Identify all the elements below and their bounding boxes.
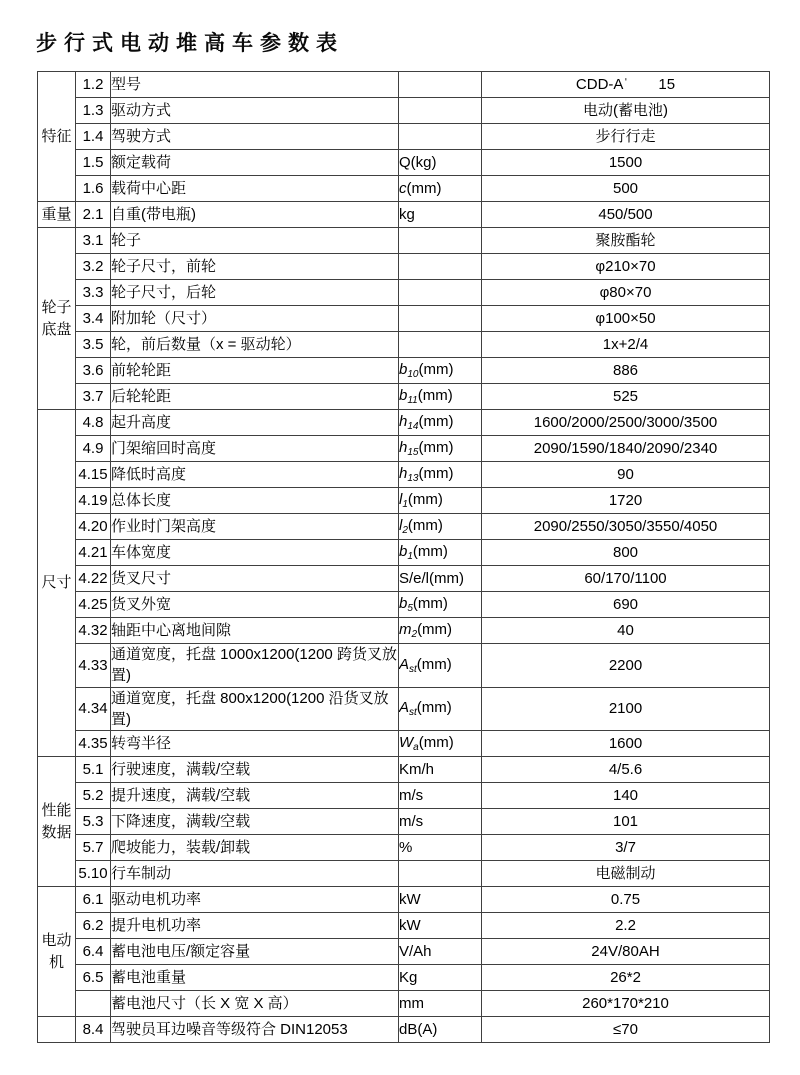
row-index-cell: 4.33: [76, 644, 111, 688]
unit-cell: [399, 731, 482, 757]
table-row: [38, 566, 770, 592]
unit-text: (mm): [418, 360, 454, 378]
row-index-cell: 4.8: [76, 410, 111, 436]
table-row: [38, 835, 770, 861]
unit-subscript: 14: [407, 420, 419, 432]
unit-cell: [399, 228, 482, 254]
unit-text: (mm): [407, 516, 443, 534]
row-index-cell: 6.5: [76, 965, 111, 991]
table-row: [38, 306, 770, 332]
table-row: [38, 514, 770, 540]
unit-text: kW: [399, 917, 421, 935]
param-name-cell: 轴距中心离地间隙: [111, 618, 399, 644]
unit-subscript: 1: [402, 498, 408, 510]
row-index-cell: 1.4: [76, 124, 111, 150]
param-name-cell: 附加轮（尺寸）: [111, 306, 399, 332]
param-name-cell: 通道宽度，托盘 800x1200(1200 沿货叉放置): [111, 687, 399, 731]
unit-text: (mm): [418, 464, 454, 482]
value-cell: 1600: [482, 731, 770, 757]
unit-symbol: W: [399, 734, 414, 752]
unit-cell: [399, 1017, 482, 1043]
value-cell: 886: [482, 358, 770, 384]
unit-cell: [399, 410, 482, 436]
param-name-cell: 前轮轮距: [111, 358, 399, 384]
row-index-cell: 6.2: [76, 913, 111, 939]
param-name-cell: 行车制动: [111, 861, 399, 887]
unit-cell: [399, 150, 482, 176]
row-index-cell: 3.6: [76, 358, 111, 384]
param-name-cell: 蓄电池电压/额定容量: [111, 939, 399, 965]
unit-cell: [399, 358, 482, 384]
unit-cell: [399, 757, 482, 783]
unit-text: (mm): [418, 734, 454, 752]
value-cell: φ210×70: [482, 254, 770, 280]
value-cell: 电动(蓄电池): [482, 98, 770, 124]
table-row: [38, 540, 770, 566]
unit-cell: [399, 644, 482, 688]
param-name-cell: 驾驶方式: [111, 124, 399, 150]
param-name-cell: 门架缩回时高度: [111, 436, 399, 462]
unit-text: V/Ah: [399, 943, 432, 961]
unit-cell: [399, 254, 482, 280]
category-cell: 性能数据: [38, 757, 76, 887]
row-index-cell: 1.2: [76, 72, 111, 98]
table-row: [38, 644, 770, 688]
unit-cell: [399, 809, 482, 835]
row-index-cell: 6.1: [76, 887, 111, 913]
param-name-cell: 蓄电池尺寸（长 X 宽 X 高）: [111, 991, 399, 1017]
param-name-cell: 转弯半径: [111, 731, 399, 757]
unit-subscript: 5: [407, 602, 413, 614]
table-row: [38, 887, 770, 913]
unit-text: (mm): [416, 655, 452, 673]
table-row: [38, 280, 770, 306]
param-name-cell: 驱动电机功率: [111, 887, 399, 913]
param-name-cell: 轮，前后数量（x = 驱动轮）: [111, 332, 399, 358]
value-cell: 90: [482, 462, 770, 488]
unit-symbol: h: [399, 412, 408, 430]
row-index-cell: 3.2: [76, 254, 111, 280]
unit-subscript: 1: [407, 550, 413, 562]
row-index-cell: 5.10: [76, 861, 111, 887]
row-index-cell: 5.1: [76, 757, 111, 783]
unit-symbol: l: [399, 490, 403, 508]
param-name-cell: 爬坡能力，装载/卸载: [111, 835, 399, 861]
param-name-cell: 轮子尺寸，后轮: [111, 280, 399, 306]
value-cell: 40: [482, 618, 770, 644]
param-name-cell: 驾驶员耳边噪音等级符合 DIN12053: [111, 1017, 399, 1043]
unit-cell: [399, 835, 482, 861]
row-index-cell: 1.6: [76, 176, 111, 202]
param-name-cell: 货叉外宽: [111, 592, 399, 618]
unit-cell: [399, 124, 482, 150]
param-name-cell: 轮子尺寸，前轮: [111, 254, 399, 280]
param-name-cell: 起升高度: [111, 410, 399, 436]
category-cell: 轮子底盘: [38, 228, 76, 410]
param-name-cell: 提升速度，满载/空载: [111, 783, 399, 809]
unit-symbol: b: [399, 594, 408, 612]
unit-text: (mm): [417, 386, 453, 404]
table-row: [38, 98, 770, 124]
unit-symbol: b: [399, 542, 408, 560]
unit-symbol: A: [399, 655, 410, 673]
unit-cell: [399, 687, 482, 731]
value-cell: φ80×70: [482, 280, 770, 306]
unit-text: (mm): [412, 594, 448, 612]
unit-cell: [399, 939, 482, 965]
row-index-cell: 4.34: [76, 687, 111, 731]
unit-text: dB(A): [399, 1021, 438, 1039]
table-row: [38, 939, 770, 965]
table-row: [38, 809, 770, 835]
row-index-cell: 4.9: [76, 436, 111, 462]
param-name-cell: 载荷中心距: [111, 176, 399, 202]
unit-cell: [399, 913, 482, 939]
row-index-cell: 5.2: [76, 783, 111, 809]
category-cell: 电动机: [38, 887, 76, 1017]
unit-cell: [399, 861, 482, 887]
value-cell: 450/500: [482, 202, 770, 228]
param-name-cell: 降低时高度: [111, 462, 399, 488]
unit-symbol: l: [399, 516, 403, 534]
unit-text: Km/h: [399, 761, 435, 779]
unit-text: Kg: [399, 969, 418, 987]
unit-subscript: 2: [402, 524, 408, 536]
param-name-cell: 作业时门架高度: [111, 514, 399, 540]
value-cell: 1720: [482, 488, 770, 514]
value-cell: ≤70: [482, 1017, 770, 1043]
unit-cell: [399, 280, 482, 306]
table-row: [38, 436, 770, 462]
row-index-cell: 3.1: [76, 228, 111, 254]
param-name-cell: 通道宽度，托盘 1000x1200(1200 跨货叉放置): [111, 644, 399, 688]
param-name-cell: 提升电机功率: [111, 913, 399, 939]
unit-subscript: st: [409, 707, 417, 719]
unit-cell: [399, 72, 482, 98]
param-name-cell: 总体长度: [111, 488, 399, 514]
unit-subscript: 11: [407, 394, 418, 406]
table-row: [38, 965, 770, 991]
value-cell: 500: [482, 176, 770, 202]
table-row: [38, 358, 770, 384]
unit-text: (mm): [418, 412, 454, 430]
category-cell: 特征: [38, 72, 76, 202]
value-cell: 2100: [482, 687, 770, 731]
value-cell: 690: [482, 592, 770, 618]
unit-cell: [399, 488, 482, 514]
table-row: [38, 384, 770, 410]
value-cell: 101: [482, 809, 770, 835]
unit-text: m/s: [399, 813, 424, 831]
table-row: [38, 202, 770, 228]
param-name-cell: 货叉尺寸: [111, 566, 399, 592]
row-index-cell: 3.5: [76, 332, 111, 358]
row-index-cell: 4.35: [76, 731, 111, 757]
category-cell: [38, 1017, 76, 1043]
unit-cell: [399, 783, 482, 809]
param-name-cell: 自重(带电瓶): [111, 202, 399, 228]
unit-cell: [399, 965, 482, 991]
value-cell: 24V/80AH: [482, 939, 770, 965]
unit-subscript: a: [413, 742, 419, 754]
value-cell: 140: [482, 783, 770, 809]
value-cell: 1500: [482, 150, 770, 176]
value-cell: CDD-Aˈ 15: [482, 72, 770, 98]
param-name-cell: 驱动方式: [111, 98, 399, 124]
unit-symbol: A: [399, 699, 410, 717]
row-index-cell: 5.7: [76, 835, 111, 861]
unit-symbol: b: [399, 360, 408, 378]
row-index-cell: 3.7: [76, 384, 111, 410]
page-title: 步行式电动堆高车参数表: [36, 32, 344, 55]
value-cell: 0.75: [482, 887, 770, 913]
category-cell: 重量: [38, 202, 76, 228]
value-cell: 2.2: [482, 913, 770, 939]
table-row: [38, 861, 770, 887]
table-row: [38, 757, 770, 783]
row-index-cell: 4.32: [76, 618, 111, 644]
table-row: [38, 488, 770, 514]
unit-text: (mm): [406, 179, 442, 197]
row-index-cell: 4.19: [76, 488, 111, 514]
value-cell: 1600/2000/2500/3000/3500: [482, 410, 770, 436]
value-cell: 525: [482, 384, 770, 410]
unit-cell: [399, 176, 482, 202]
value-cell: 2090/1590/1840/2090/2340: [482, 436, 770, 462]
unit-subscript: 2: [411, 628, 418, 640]
table-row: [38, 332, 770, 358]
value-cell: 800: [482, 540, 770, 566]
value-cell: 步行行走: [482, 124, 770, 150]
param-name-cell: 车体宽度: [111, 540, 399, 566]
param-name-cell: 型号: [111, 72, 399, 98]
unit-cell: [399, 332, 482, 358]
row-index-cell: 4.15: [76, 462, 111, 488]
unit-cell: [399, 98, 482, 124]
table-row: [38, 913, 770, 939]
table-row: [38, 150, 770, 176]
unit-subscript: st: [409, 663, 417, 675]
unit-text: %: [399, 839, 413, 857]
value-cell: 26*2: [482, 965, 770, 991]
unit-text: mm: [399, 995, 424, 1013]
table-row: [38, 592, 770, 618]
value-cell: 260*170*210: [482, 991, 770, 1017]
unit-text: kW: [399, 891, 421, 909]
unit-cell: [399, 566, 482, 592]
table-row: [38, 228, 770, 254]
unit-symbol: h: [399, 438, 408, 456]
table-row: [38, 462, 770, 488]
unit-symbol: b: [399, 386, 408, 404]
param-name-cell: 下降速度，满载/空载: [111, 809, 399, 835]
table-row: [38, 731, 770, 757]
unit-cell: [399, 991, 482, 1017]
param-name-cell: 轮子: [111, 228, 399, 254]
value-cell: 电磁制动: [482, 861, 770, 887]
param-name-cell: 额定载荷: [111, 150, 399, 176]
unit-text: (mm): [412, 542, 448, 560]
unit-text: (mm): [418, 438, 454, 456]
spec-table-body: [38, 72, 770, 1043]
row-index-cell: [76, 991, 111, 1017]
unit-symbol: m: [399, 620, 412, 638]
row-index-cell: 3.3: [76, 280, 111, 306]
table-row: [38, 687, 770, 731]
row-index-cell: 1.5: [76, 150, 111, 176]
unit-cell: [399, 462, 482, 488]
table-row: [38, 410, 770, 436]
unit-subscript: 10: [407, 368, 419, 380]
table-row: [38, 1017, 770, 1043]
unit-text: m/s: [399, 787, 424, 805]
param-name-cell: 后轮轮距: [111, 384, 399, 410]
value-cell: φ100×50: [482, 306, 770, 332]
unit-cell: [399, 384, 482, 410]
unit-subscript: 13: [407, 472, 419, 484]
table-row: [38, 618, 770, 644]
row-index-cell: 4.20: [76, 514, 111, 540]
unit-cell: [399, 202, 482, 228]
unit-text: S/e/l(mm): [399, 569, 464, 587]
row-index-cell: 4.25: [76, 592, 111, 618]
row-index-cell: 3.4: [76, 306, 111, 332]
spec-table: [37, 71, 770, 1043]
value-cell: 2090/2550/3050/3550/4050: [482, 514, 770, 540]
value-cell: 60/170/1100: [482, 566, 770, 592]
value-cell: 3/7: [482, 835, 770, 861]
unit-cell: [399, 592, 482, 618]
table-row: [38, 783, 770, 809]
row-index-cell: 4.21: [76, 540, 111, 566]
table-row: [38, 176, 770, 202]
table-row: [38, 254, 770, 280]
table-row: [38, 72, 770, 98]
row-index-cell: 6.4: [76, 939, 111, 965]
category-cell: 尺寸: [38, 410, 76, 757]
unit-cell: [399, 540, 482, 566]
unit-symbol: c: [399, 179, 407, 197]
unit-cell: [399, 514, 482, 540]
row-index-cell: 5.3: [76, 809, 111, 835]
unit-text: (mm): [416, 699, 452, 717]
unit-text: (mm): [417, 620, 453, 638]
unit-cell: [399, 618, 482, 644]
unit-text: (mm): [407, 490, 443, 508]
row-index-cell: 8.4: [76, 1017, 111, 1043]
value-cell: 2200: [482, 644, 770, 688]
unit-cell: [399, 887, 482, 913]
unit-cell: [399, 436, 482, 462]
value-cell: 聚胺酯轮: [482, 228, 770, 254]
param-name-cell: 行驶速度，满载/空载: [111, 757, 399, 783]
unit-symbol: h: [399, 464, 408, 482]
row-index-cell: 4.22: [76, 566, 111, 592]
unit-subscript: 15: [407, 446, 419, 458]
value-cell: 4/5.6: [482, 757, 770, 783]
param-name-cell: 蓄电池重量: [111, 965, 399, 991]
row-index-cell: 2.1: [76, 202, 111, 228]
unit-cell: [399, 306, 482, 332]
value-cell: 1x+2/4: [482, 332, 770, 358]
row-index-cell: 1.3: [76, 98, 111, 124]
unit-text: Q(kg): [399, 153, 437, 171]
unit-text: kg: [399, 205, 415, 223]
table-row: [38, 124, 770, 150]
table-row: [38, 991, 770, 1017]
